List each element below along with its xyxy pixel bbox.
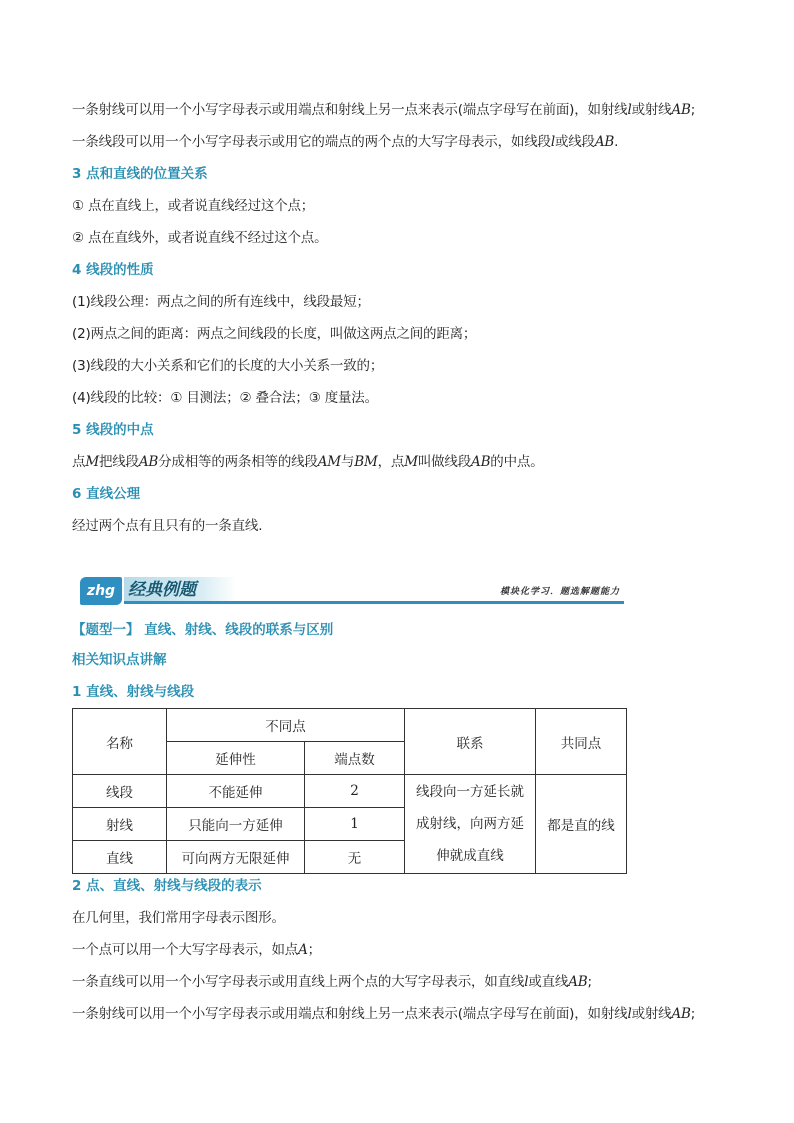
header-extensibility: 延伸性 xyxy=(167,742,305,775)
row-segment-name: 线段 xyxy=(73,775,167,808)
text-size-relation: (3)线段的大小关系和它们的长度的大小关系一致的； xyxy=(72,358,384,374)
text-point-on-line: ① 点在直线上，或者说直线经过这个点； xyxy=(72,198,315,214)
zhg-logo: zhg xyxy=(80,577,122,605)
header-endpoints: 端点数 xyxy=(305,742,405,775)
row-segment-ext: 不能延伸 xyxy=(167,775,305,808)
text-point-off-line: ② 点在直线外，或者说直线不经过这个点。 xyxy=(72,230,328,246)
row-ray-ext: 只能向一方延伸 xyxy=(167,808,305,841)
text-point-notation: 一个点可以用一个大写字母表示，如点A； xyxy=(72,942,321,958)
row-ray-name: 射线 xyxy=(73,808,167,841)
text-distance: (2)两点之间的距离：两点之间线段的长度，叫做这两点之间的距离； xyxy=(72,326,477,342)
heading-segment-properties: 4 线段的性质 xyxy=(72,262,154,278)
knowledge-subtitle: 相关知识点讲解 xyxy=(72,652,167,668)
header-connection: 联系 xyxy=(405,709,536,775)
text-letters-intro: 在几何里，我们常用字母表示图形。 xyxy=(72,910,285,926)
text-segment-axiom: (1)线段公理：两点之间的所有连线中，线段最短； xyxy=(72,294,370,310)
heading-point-line-relation: 3 点和直线的位置关系 xyxy=(72,166,208,182)
comparison-table xyxy=(72,708,627,874)
connection-cell: 线段向一方延长就 成射线，向两方延 伸就成直线 xyxy=(405,775,536,874)
text-line-notation: 一条直线可以用一个小写字母表示或用直线上两个点的大写字母表示，如直线l或直线AB; xyxy=(72,974,592,990)
text-ray-notation: 一条射线可以用一个小写字母表示或用端点和射线上另一点来表示(端点字母写在前面)，如射线l或射线AB; xyxy=(72,1006,696,1022)
ray-notation-line: 一条射线可以用一个小写字母表示或用端点和射线上另一点来表示(端点字母写在前面)，如射线l或射线AB; xyxy=(72,102,696,118)
section-banner xyxy=(80,575,624,607)
heading-representation: 2 点、直线、射线与线段的表示 xyxy=(72,878,262,894)
row-segment-end: 2 xyxy=(305,775,405,808)
segment-notation-line: 一条线段可以用一个小写字母表示或用它的端点的两个点的大写字母表示，如线段l或线段AB. xyxy=(72,134,619,150)
header-differences: 不同点 xyxy=(167,709,405,742)
header-common: 共同点 xyxy=(536,709,627,775)
heading-midpoint: 5 线段的中点 xyxy=(72,422,154,438)
header-name: 名称 xyxy=(73,709,167,775)
banner-underline xyxy=(124,601,624,604)
type-title: 【题型一】 直线、射线、线段的联系与区别 xyxy=(72,622,334,638)
heading-line-axiom: 6 直线公理 xyxy=(72,486,141,502)
common-cell: 都是直的线 xyxy=(536,775,627,874)
text-comparison: (4)线段的比较：① 目测法；② 叠合法；③ 度量法。 xyxy=(72,390,378,406)
row-line-name: 直线 xyxy=(73,841,167,874)
text-line-axiom: 经过两个点有且只有的一条直线. xyxy=(72,518,263,534)
text-midpoint: 点M把线段AB分成相等的两条相等的线段AM与BM，点M叫做线段AB的中点。 xyxy=(72,454,544,470)
banner-title: 经典例题 xyxy=(124,577,236,603)
table-title: 1 直线、射线与线段 xyxy=(72,684,195,700)
row-line-end: 无 xyxy=(305,841,405,874)
row-line-ext: 可向两方无限延伸 xyxy=(167,841,305,874)
row-ray-end: 1 xyxy=(305,808,405,841)
banner-slogan: 模块化学习．题选解题能力 xyxy=(499,587,620,597)
